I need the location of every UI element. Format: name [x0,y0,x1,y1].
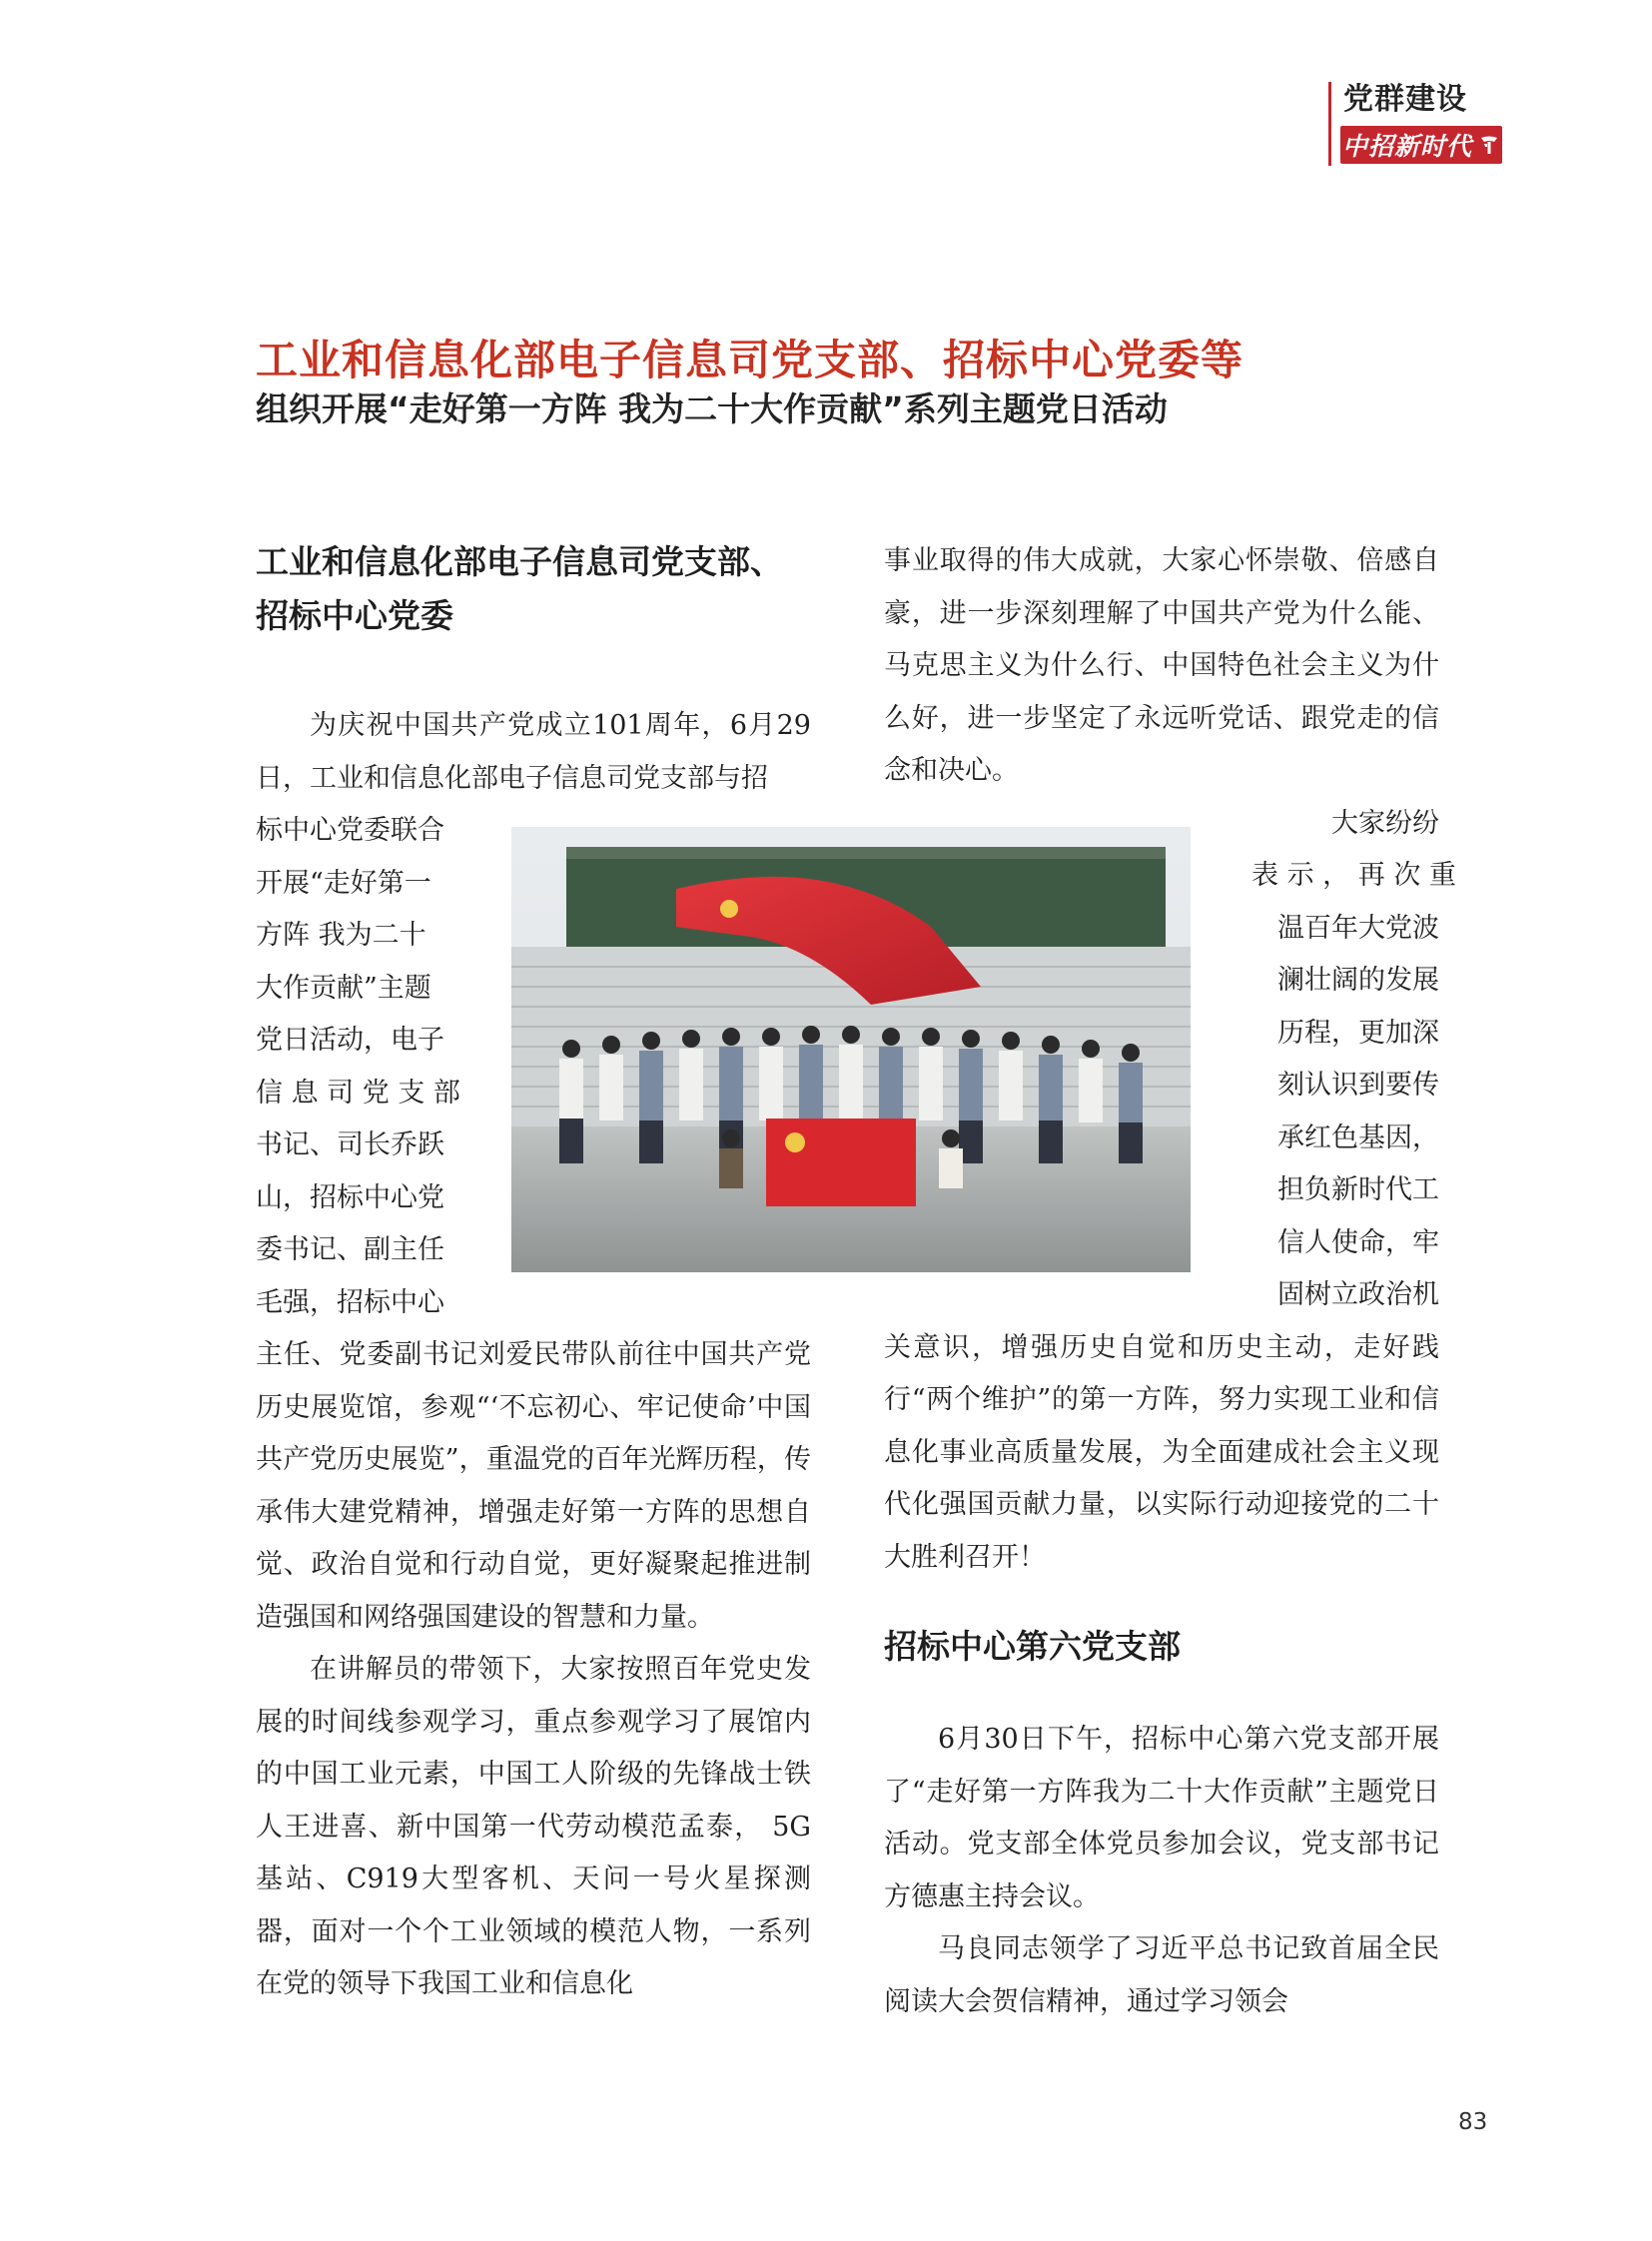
paragraph-1-top: 为庆祝中国共产党成立101周年，6月29日，工业和信息化部电子信息司党支部与招 [256,710,811,794]
section-heading-1-line1: 工业和信息化部电子信息司党支部、 [256,542,783,581]
wrap-line: 澜壮阔的发展 [1277,965,1439,996]
paragraph-3-continued: 事业取得的伟大成就，大家心怀崇敬、倍感自豪，进一步深刻理解了中国共产党为什么能、马克思主义为什么行、中国特色社会主义为什么好，进一步坚定了永远听党话、跟党走的信念和决心。 [884,545,1439,786]
paragraph-1-wrap [256,805,475,1329]
wrap-line: 固树立政治机 [1277,1279,1439,1310]
wrap-line: 担负新时代工 [1277,1174,1439,1205]
page-number: 83 [1458,2109,1488,2135]
section-heading-1 [256,535,811,643]
brand-name: 中招新时代 [1341,132,1472,161]
paragraph-2: 在讲解员的带领下，大家按照百年党史发展的时间线参观学习，重点参观学习了展馆内的中国工业元素，中国工人阶级的先锋战士铁人王进喜、新中国第一代劳动模范孟泰， 5G基站、C919大型客机、天问一号火星探测器，面对一个个工业领域的模范人物，一系列在党的领导下我国工业和信息化 [256,1654,811,1999]
section-label: 党群建设 [1343,82,1467,117]
section-heading-1-line2: 招标中心党委 [256,596,453,635]
wrap-line: 历程，更加深 [1277,1017,1439,1049]
paragraph-4-rest: 关意识，增强历史自觉和历史主动，走好践行“两个维护”的第一方阵，努力实现工业和信息化事业高质量发展，为全面建成社会主义现代化强国贡献力量，以实际行动迎接党的二十大胜利召开！ [884,1331,1439,1573]
paragraph-6: 马良同志领学了习近平总书记致首届全民阅读大会贺信精神，通过学习领会 [884,1933,1439,2017]
wrap-line: 山，招标中心党 [256,1181,444,1213]
wrap-line: 方阵 我为二十 [256,920,426,951]
section-heading-2: 招标中心第六党支部 [884,1627,1181,1666]
wrap-line: 表 示 ， 再 次 重 [1251,860,1456,891]
brand-badge [1340,126,1502,164]
article-subtitle: 组织开展“走好第一方阵 我为二十大作贡献”系列主题党日活动 [256,389,1168,428]
paragraph-5: 6月30日下午，招标中心第六党支部开展了“走好第一方阵我为二十大作贡献”主题党日活动。党支部全体党员参加会议，党支部书记方德惠主持会议。 [884,1724,1439,1912]
wrap-line: 毛强，招标中心 [256,1286,444,1318]
article-title: 工业和信息化部电子信息司党支部、招标中心党委等 [256,336,1244,384]
wrap-line: 信 息 司 党 支 部 [256,1077,460,1109]
right-column [884,535,1456,2028]
wrap-line: 温百年大党波 [1277,912,1439,944]
wrap-line: 委书记、副主任 [256,1234,444,1265]
wrap-line: 书记、司长乔跃 [256,1129,444,1160]
paragraph-4-wrap [1251,798,1456,1322]
wrap-line: 刻认识到要传 [1277,1070,1439,1101]
wrap-line: 大家纷纷 [1331,807,1439,839]
wrap-line: 信人使命，牢 [1277,1226,1439,1258]
paragraph-1-rest: 主任、党委副书记刘爱民带队前往中国共产党历史展览馆，参观“‘不忘初心、牢记使命’中国共产党历史展览”，重温党的百年光辉历程，传承伟大建党精神，增强走好第一方阵的思想自觉、政治自觉和行动自觉，更好凝聚起推进制造强国和网络强国建设的智慧和力量。 [256,1339,811,1633]
wrap-line: 开展“走好第一 [256,867,431,899]
header-divider [1328,82,1331,166]
torch-logo-icon [1478,134,1500,156]
left-column [256,535,811,2011]
wrap-line: 大作贡献”主题 [256,972,431,1004]
wrap-line: 承红色基因， [1277,1121,1439,1153]
wrap-line: 标中心党委联合 [256,815,444,846]
wrap-line: 党日活动，电子 [256,1025,444,1056]
